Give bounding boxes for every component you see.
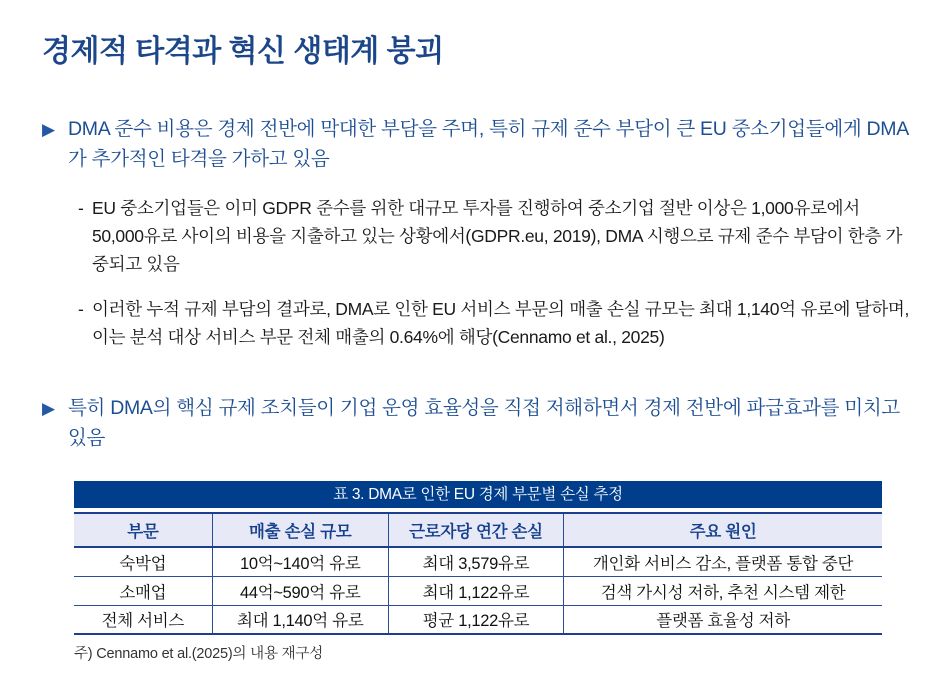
col-header-main-cause: 주요 원인 <box>564 513 882 547</box>
table-header-row <box>74 513 882 547</box>
bullet-arrow-icon: ▶ <box>42 120 56 139</box>
sub-bullet-text: 이러한 누적 규제 부담의 결과로, DMA로 인한 EU 서비스 부문의 매출 손실 규모는 최대 1,140억 유로에 달하며, 이는 분석 대상 서비스 부문 전체 매출의 0.64%에 해당(Cennamo et al., 2025) <box>92 299 910 347</box>
cell-revenue-loss: 10억~140억 유로 <box>212 547 388 576</box>
sub-bullet-item <box>78 295 910 351</box>
table-row <box>74 576 882 605</box>
loss-estimate-table-section <box>74 481 882 663</box>
cell-sector: 숙박업 <box>74 547 212 576</box>
cell-sector: 전체 서비스 <box>74 605 212 634</box>
cell-main-cause: 플랫폼 효율성 저하 <box>564 605 882 634</box>
bullet-section-2 <box>42 393 910 453</box>
sub-bullet-list <box>78 194 910 351</box>
bullet-section-1 <box>42 114 910 351</box>
cell-revenue-loss: 44억~590억 유로 <box>212 576 388 605</box>
col-header-sector: 부문 <box>74 513 212 547</box>
bullet-item <box>42 114 910 174</box>
col-header-revenue-loss: 매출 손실 규모 <box>212 513 388 547</box>
bullet-text: 특히 DMA의 핵심 규제 조치들이 기업 운영 효율성을 직접 저해하면서 경제 전반에 파급효과를 미치고 있음 <box>68 397 900 449</box>
col-header-annual-loss-per-worker: 근로자당 연간 손실 <box>388 513 563 547</box>
cell-main-cause: 검색 가시성 저하, 추천 시스템 제한 <box>564 576 882 605</box>
loss-estimate-table <box>74 512 882 635</box>
cell-annual-loss: 최대 3,579유로 <box>388 547 563 576</box>
cell-annual-loss: 최대 1,122유로 <box>388 576 563 605</box>
bullet-item <box>42 393 910 453</box>
dash-icon: - <box>78 299 84 319</box>
table-row <box>74 605 882 634</box>
sub-bullet-text: EU 중소기업들은 이미 GDPR 준수를 위한 대규모 투자를 진행하여 중소기업 절반 이상은 1,000유로에서 50,000유로 사이의 비용을 지출하고 있는 상황에서(GDPR.eu, 2019), DMA 시행으로 규제 준수 부담이 한층 가중되고 있음 <box>92 198 903 274</box>
page-title: 경제적 타격과 혁신 생태계 붕괴 <box>42 35 444 68</box>
cell-revenue-loss: 최대 1,140억 유로 <box>212 605 388 634</box>
cell-annual-loss: 평균 1,122유로 <box>388 605 563 634</box>
table-row <box>74 547 882 576</box>
bullet-arrow-icon: ▶ <box>42 399 56 418</box>
sub-bullet-item <box>78 194 910 278</box>
dash-icon: - <box>78 198 84 218</box>
cell-main-cause: 개인화 서비스 감소, 플랫폼 통합 중단 <box>564 547 882 576</box>
table-source-note: 주) Cennamo et al.(2025)의 내용 재구성 <box>74 646 324 662</box>
bullet-text: DMA 준수 비용은 경제 전반에 막대한 부담을 주며, 특히 규제 준수 부담이 큰 EU 중소기업들에게 DMA가 추가적인 타격을 가하고 있음 <box>68 118 909 170</box>
table-caption: 표 3. DMA로 인한 EU 경제 부문별 손실 추정 <box>74 481 882 508</box>
cell-sector: 소매업 <box>74 576 212 605</box>
